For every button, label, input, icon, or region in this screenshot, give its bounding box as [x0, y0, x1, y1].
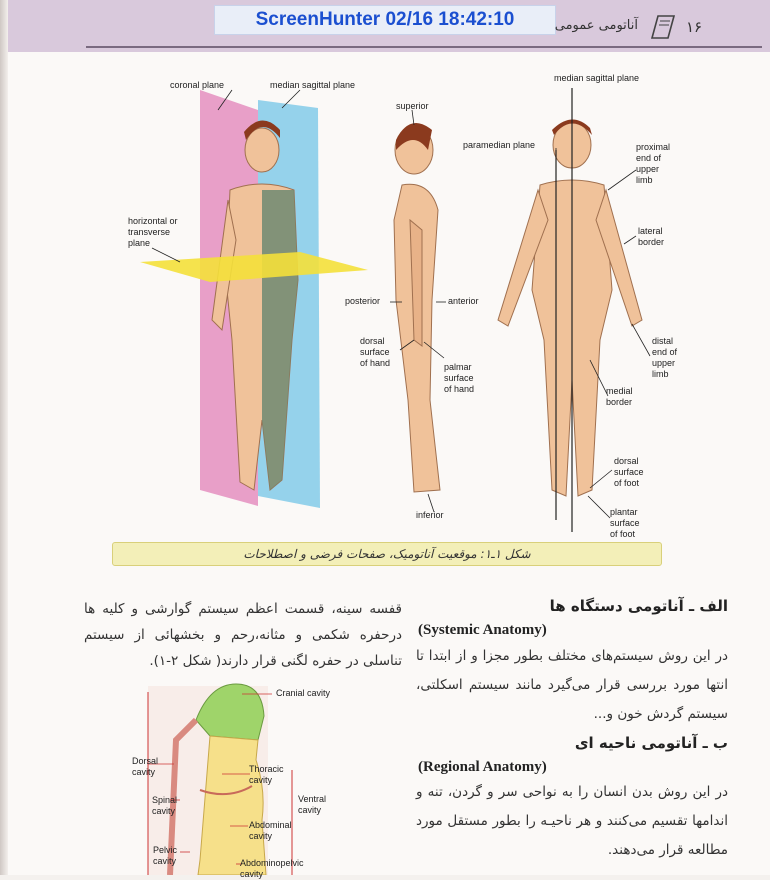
section-a-english: (Systemic Anatomy) [418, 622, 547, 638]
label-posterior: posterior [345, 296, 381, 306]
page-number: ۱۶ [686, 18, 703, 36]
label-dorsal-foot: dorsal surface of foot [614, 456, 644, 488]
label-spinal-cavity: Spinal cavity [152, 795, 178, 816]
label-paramedian-plane: paramedian plane [463, 140, 536, 150]
section-b-english: (Regional Anatomy) [418, 759, 547, 775]
label-lateral-border: lateral border [638, 226, 665, 247]
label-median-sagittal-plane-left: median sagittal plane [270, 80, 356, 90]
label-superior: superior [396, 101, 429, 111]
label-inferior: inferior [416, 510, 444, 520]
label-distal-limb: distal end of upper limb [652, 336, 678, 379]
label-ventral-cavity: Ventral cavity [298, 794, 327, 815]
label-plantar-foot: plantar surface of foot [610, 507, 640, 539]
figure-caption: شکل ۱ـ۱: موقعیت آناتومیک، صفحات فرضی و اصطلاحات [112, 542, 662, 566]
section-b-text: در این روش بدن انسان را به نواحی سر و گردن، تنه و اندامها تقسیم می‌کنند و هر ناحیـه را بطور مستقل مورد مطالعه قرار می‌دهند. [416, 784, 728, 858]
left-paragraph: قفسه سینه، قسمت اعظم سیستم گوارشی و کلیه ها درحفره شکمی و مثانه،رحم و بخشهائی از سیستم تناسلی در حفره لگنی قرار دارند( شکل ۲-۱). [84, 601, 402, 669]
label-dorsal-hand: dorsal surface of hand [360, 336, 391, 368]
section-b-heading: ب ـ آناتومی ناحیه ای [574, 734, 728, 752]
label-median-sagittal-plane-right: median sagittal plane [554, 73, 640, 83]
section-a-text: در این روش سیستم‌های مختلف بطور مجزا و از ابتدا تا انتها مورد بررسی قرار می‌گیرد مانند سیستم اسکلتی، سیستم گردش خون و... [416, 648, 728, 722]
label-medial-border: medial border [606, 386, 633, 407]
book-title: آناتومی عمومی [554, 18, 638, 33]
label-anterior: anterior [448, 296, 479, 306]
label-cranial-cavity: Cranial cavity [276, 688, 331, 698]
label-horizontal-plane: horizontal or transverse plane [128, 216, 178, 248]
label-palmar-hand: palmar surface of hand [444, 362, 475, 394]
label-coronal-plane: coronal plane [170, 80, 225, 90]
label-thoracic-cavity: Thoracic cavity [249, 764, 284, 785]
label-pelvic-cavity: Pelvic cavity [153, 845, 178, 866]
section-a-heading: الف ـ آناتومی دستگاه ها [549, 597, 728, 615]
label-abdominal-cavity: Abdominal cavity [249, 820, 292, 841]
screenhunter-watermark: ScreenHunter 02/16 18:42:10 [214, 5, 556, 35]
label-dorsal-cavity: Dorsal cavity [132, 756, 159, 777]
label-proximal-limb: proximal end of upper limb [636, 142, 671, 185]
label-abdominopelvic-cavity: Abdominopelvic cavity [240, 858, 304, 879]
